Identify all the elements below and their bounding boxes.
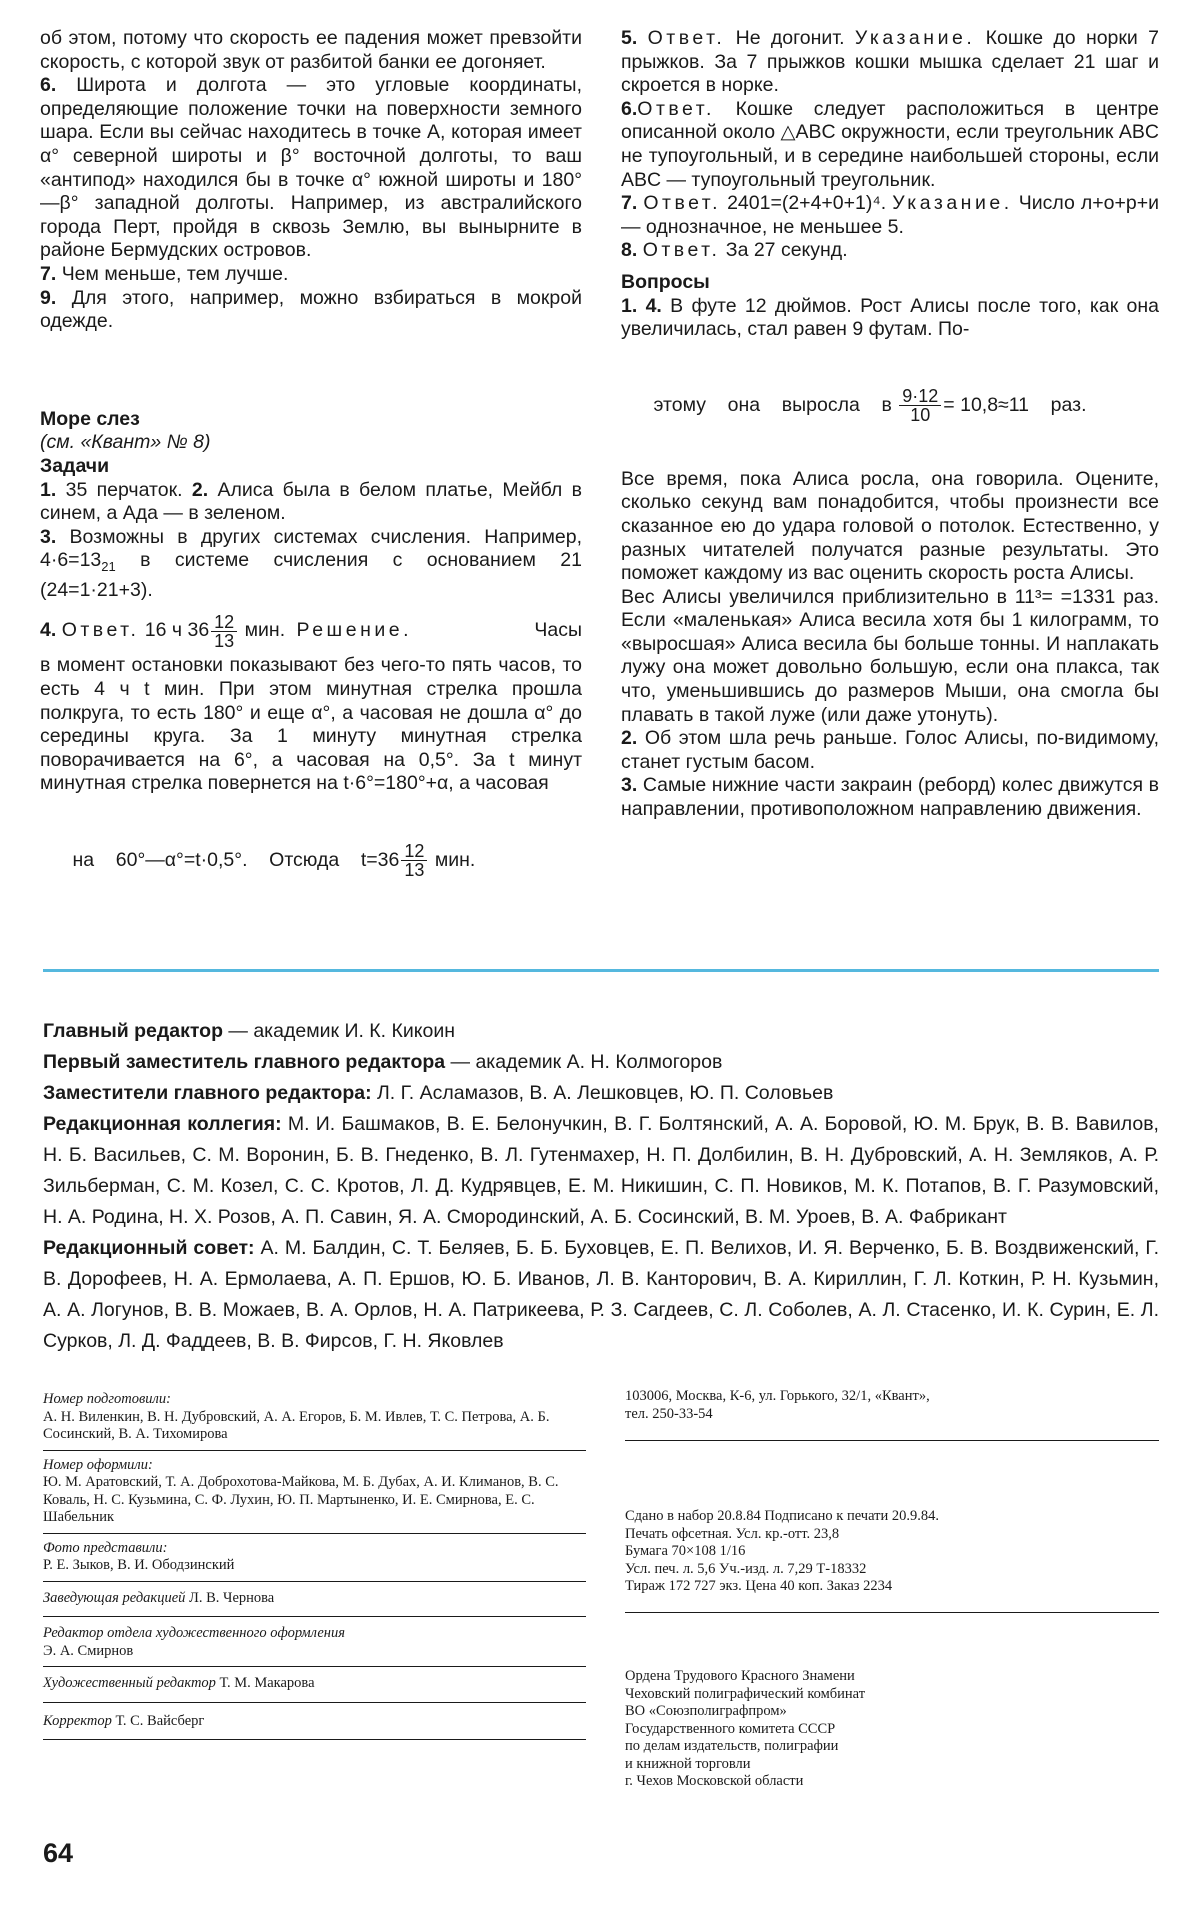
answer-label: Ответ. bbox=[647, 27, 726, 49]
role-names: — академик А. Н. Колмогоров bbox=[450, 1051, 723, 1073]
tasks-heading: Задачи bbox=[40, 454, 110, 477]
section-divider bbox=[43, 969, 1159, 972]
answer-text: За 27 секунд. bbox=[725, 239, 848, 262]
fraction-numerator: 12 bbox=[401, 842, 427, 861]
page-number: 64 bbox=[43, 1838, 74, 1868]
answer-label: Ответ. bbox=[642, 239, 721, 262]
item-number: 3. bbox=[40, 525, 57, 548]
item-number: 1. bbox=[40, 478, 57, 501]
credit-label: Номер оформили: bbox=[43, 1456, 153, 1473]
item-number: 7. bbox=[621, 192, 638, 215]
item-number: 4. bbox=[40, 619, 57, 642]
solution-final-line bbox=[40, 800, 582, 920]
answer-text: Для этого, например, можно взбираться в мокрой одежде. bbox=[40, 286, 582, 333]
task-answer-3 bbox=[40, 526, 582, 603]
phone-line: тел. 250-33-54 bbox=[625, 1405, 713, 1422]
fraction bbox=[899, 387, 941, 424]
plant-line: г. Чехов Московской области bbox=[625, 1773, 804, 1789]
answer-text: Широта и долгота — это угловые координаты, определяющие положение точки на поверхности земного шара. Если вы сейчас находитесь в точке A, которая имеет α° северной широты и β° восточной долготы, то ваш «антипод» находился бы в точке α° южной широты и 180°—β° западной долготы. Например, из австралийского города Перт, пройдя в сквозь Землю, вы вынырните в районе Бермудских островов. bbox=[40, 74, 582, 262]
equation-text: этому она выросла в bbox=[653, 393, 892, 416]
deputies bbox=[43, 1078, 1159, 1109]
question-2 bbox=[621, 727, 1159, 774]
fraction bbox=[401, 842, 427, 879]
answer-text: Об этом шла речь раньше. Голос Алисы, по-видимому, станет густым басом. bbox=[621, 727, 1159, 773]
credit-names: Т. С. Вайсберг bbox=[115, 1712, 205, 1729]
answer-8 bbox=[621, 239, 1159, 263]
answer-text: в системе счисления с основанием 21 (24=1·21+3). bbox=[40, 549, 582, 601]
right-column bbox=[621, 27, 1159, 822]
fraction-denominator: 10 bbox=[910, 405, 931, 426]
credit-label: Номер подготовили: bbox=[43, 1391, 171, 1407]
editorial-council-list bbox=[43, 1233, 1159, 1357]
item-subnumber: 4. bbox=[645, 294, 662, 317]
question-3 bbox=[621, 774, 1159, 821]
solution-body: в момент остановки показывают без чего-то пять часов, то есть 4 ч t мин. При этом минутная стрелка прошла полкруга, то есть 180° и еще α°, а часовая не дошла α° до середины круга. За 1 минуту минутная стрелка поворачивается на 6°, а часовая на 0,5°. За t минут минутная стрелка повернется на t·6°=180°+α, а часовая bbox=[40, 654, 582, 795]
answer-text: 35 перчаток. bbox=[65, 478, 183, 501]
issue-credits bbox=[43, 1388, 586, 1740]
answer-5 bbox=[621, 27, 1159, 98]
print-line: Бумага 70×108 1/16 bbox=[625, 1543, 746, 1559]
address-line: 103006, Москва, К-6, ул. Горького, 32/1, «Квант», bbox=[625, 1388, 930, 1404]
role-label: Редакционный совет: bbox=[43, 1237, 255, 1259]
item-number: 1. bbox=[621, 294, 638, 317]
answer-text: Кошке следует расположиться в центре описанной около △ABC окружности, если треугольник ABC не тупоугольный, и в середине наибольшей стороны, если ABC — тупоугольный треугольник. bbox=[621, 97, 1159, 191]
task-answers-1-2 bbox=[40, 479, 582, 526]
editorial-board bbox=[43, 1016, 1159, 1357]
credit-names: Л. В. Чернова bbox=[189, 1589, 275, 1606]
role-names: — академик И. К. Кикоин bbox=[228, 1020, 456, 1042]
answer-text: Возможны в других системах счисления. Например, 4·6=13 bbox=[40, 525, 582, 572]
answer-7 bbox=[40, 263, 582, 287]
print-line: Тираж 172 727 экз. Цена 40 коп. Заказ 2234 bbox=[625, 1578, 893, 1594]
solution-label: Решение. bbox=[296, 619, 413, 642]
credit-photo bbox=[43, 1534, 586, 1582]
item-number: 6. bbox=[621, 97, 638, 120]
plant-line: Ордена Трудового Красного Знамени bbox=[625, 1668, 855, 1684]
credit-art-dept bbox=[43, 1617, 586, 1667]
plant-line: ВО «Союзполиграфпром» bbox=[625, 1703, 787, 1719]
role-label: Первый заместитель главного редактора bbox=[43, 1051, 446, 1073]
item-number: 5. bbox=[621, 27, 638, 49]
answer-value: 16 ч 36 bbox=[144, 619, 210, 642]
credit-designed bbox=[43, 1451, 586, 1534]
equation-text: = 10,8≈11 раз. bbox=[943, 393, 1087, 416]
role-names: А. М. Балдин, С. Т. Беляев, Б. Б. Буховцев, Е. П. Велихов, И. Я. Верченко, Б. В. Воздвиженский, Г. В. Дорофеев, Н. А. Ермолаева, А. П. Ершов, Ю. Б. Иванов, Л. В. Канторович, В. А. Кириллин, Г. Л. Коткин, Р. Н. Кузьмин, А. А. Логунов, В. В. Можаев, В. А. Орлов, Н. А. Патрикеева, Р. З. Сагдеев, С. Л. Соболев, А. Л. Стасенко, И. К. Сурин, Е. Л. Сурков, Л. Д. Фаддеев, В. В. Фирсов, Г. Н. Яковлев bbox=[43, 1237, 1159, 1352]
solution-text: Часы bbox=[534, 619, 582, 642]
task-answer-4 bbox=[40, 610, 582, 650]
item-number: 2. bbox=[191, 478, 209, 501]
credit-label: Художественный редактор bbox=[43, 1675, 216, 1691]
credit-head bbox=[43, 1582, 586, 1618]
publisher-address bbox=[625, 1388, 1159, 1441]
answer-text: В футе 12 дюймов. Рост Алисы после того, как она увеличилась, стал равен 9 футам. По- bbox=[621, 294, 1160, 341]
printing-plant bbox=[625, 1668, 1159, 1791]
role-label: Главный редактор bbox=[43, 1020, 223, 1042]
fraction-numerator: 12 bbox=[211, 613, 237, 632]
answer-label: Ответ. bbox=[637, 97, 715, 120]
role-names: М. И. Башмаков, В. Е. Белонучкин, В. Г. Болтянский, А. А. Боровой, Ю. М. Брук, В. В. Вавилов, Н. Б. Васильев, С. М. Воронин, Б. В. Гнеденко, В. Л. Гутенмахер, Н. П. Долбилин, В. Н. Дубровский, А. Н. Земляков, А. Р. Зильберман, С. М. Козел, С. С. Кротов, Л. Д. Кудрявцев, Е. М. Никишин, С. П. Новиков, М. К. Потапов, В. Г. Разумовский, Н. А. Родина, Н. Х. Розов, А. П. Савин, Я. А. Смородинский, А. Б. Сосинский, В. М. Уроев, В. А. Фабрикант bbox=[43, 1113, 1159, 1228]
question-1-para-3: Вес Алисы увеличился приблизительно в 11³= =1331 раз. Если «маленькая» Алиса весила хотя бы 1 килограмм, то «выросшая» Алиса весила бы больше тонны. И наплакать лужу она может довольно большую, если она плакса, так что, уменьшившись до размеров Мыши, она смогла бы плавать в такой луже (или даже утонуть). bbox=[621, 585, 1159, 726]
item-number: 9. bbox=[40, 286, 57, 309]
plant-line: и книжной торговли bbox=[625, 1755, 751, 1772]
print-details bbox=[625, 1508, 1159, 1613]
role-label: Редакционная коллегия: bbox=[43, 1113, 282, 1135]
question-1-para-2: Все время, пока Алиса росла, она говорила. Оцените, сколько секунд вам понадобится, чтобы произнести все сказанное ею до удара головой о потолок. Естественно, у разных читателей получатся разные результаты. Это поможет каждому из вас оценить скорость роста Алисы. bbox=[621, 467, 1159, 585]
item-number: 2. bbox=[621, 727, 638, 750]
questions-heading: Вопросы bbox=[621, 270, 710, 293]
credit-art-editor bbox=[43, 1667, 586, 1703]
fraction-denominator: 13 bbox=[404, 860, 425, 881]
credit-names: Э. А. Смирнов bbox=[43, 1642, 134, 1659]
answer-unit: мин. bbox=[244, 619, 286, 642]
chief-editor bbox=[43, 1016, 1159, 1047]
role-label: Заместители главного редактора: bbox=[43, 1082, 372, 1104]
answer-text: Алиса была в белом платье, Мейбл в синем, а Ада — в зеленом. bbox=[40, 478, 582, 525]
print-line: Усл. печ. л. 5,6 Уч.-изд. л. 7,29 Т-18332 bbox=[625, 1560, 867, 1577]
answer-paragraph: об этом, потому что скорость ее падения может превзойти скорость, с которой звук от разбитой банки ее догоняет. bbox=[40, 27, 582, 73]
answer-text: Не догонит. bbox=[735, 27, 845, 49]
answer-text: Чем меньше, тем лучше. bbox=[61, 262, 289, 285]
left-column bbox=[40, 27, 582, 920]
credit-names: Ю. М. Аратовский, Т. А. Доброхотова-Майкова, М. Б. Дубах, А. И. Климанов, В. С. Коваль, Н. С. Кузьмина, С. Ф. Лухин, Ю. П. Мартыненко, И. Е. Смирнова, Е. С. Шабельник bbox=[43, 1474, 559, 1525]
print-line: Сдано в набор 20.8.84 Подписано к печати 20.9.84. bbox=[625, 1508, 940, 1524]
answer-7 bbox=[621, 192, 1159, 239]
plant-line: Чеховский полиграфический комбинат bbox=[625, 1685, 866, 1702]
credit-label: Редактор отдела художественного оформления bbox=[43, 1625, 345, 1641]
plant-line: Государственного комитета СССР bbox=[625, 1720, 836, 1737]
plant-line: по делам издательств, полиграфии bbox=[625, 1738, 839, 1754]
answer-9 bbox=[40, 287, 582, 334]
credit-label: Фото представили: bbox=[43, 1539, 168, 1556]
credit-prepared bbox=[43, 1388, 586, 1451]
fraction bbox=[211, 613, 237, 650]
answer-text: 2401=(2+4+0+1)⁴. bbox=[727, 192, 887, 215]
credit-names: Т. М. Макарова bbox=[219, 1675, 315, 1691]
answer-label: Ответ. bbox=[643, 192, 722, 215]
answer-text: Самые нижние части закраин (реборд) колес движутся в направлении, противоположном направлению движения. bbox=[621, 774, 1159, 821]
credit-proof bbox=[43, 1703, 586, 1741]
section-reference: (см. «Квант» № 8) bbox=[40, 431, 211, 454]
credit-label: Корректор bbox=[43, 1712, 112, 1729]
answer-unit: мин. bbox=[434, 848, 476, 871]
fraction-denominator: 13 bbox=[214, 630, 235, 651]
role-names: Л. Г. Асламазов, В. А. Лешковцев, Ю. П. Соловьев bbox=[377, 1082, 834, 1104]
hint-label: Указание. bbox=[892, 192, 1013, 215]
item-number: 7. bbox=[40, 262, 57, 285]
credit-names: А. Н. Виленкин, В. Н. Дубровский, А. А. Егоров, Б. М. Ивлев, Т. С. Петрова, А. Б. Сосинский, В. А. Тихомирова bbox=[43, 1408, 550, 1442]
question-1 bbox=[621, 295, 1159, 342]
print-line: Печать офсетная. Усл. кр.-отт. 23,8 bbox=[625, 1525, 840, 1542]
first-deputy bbox=[43, 1047, 1159, 1078]
item-number: 3. bbox=[621, 774, 638, 797]
subscript: 21 bbox=[101, 559, 116, 575]
equation-text: на 60°—α°=t·0,5°. Отсюда t=36 bbox=[72, 848, 400, 871]
answer-6 bbox=[621, 98, 1159, 192]
question-1-equation bbox=[621, 342, 1159, 468]
hint-text: Число л+о+р+и — однозначное, не меньшее 5. bbox=[621, 192, 1159, 238]
answer-label: Ответ. bbox=[61, 619, 140, 642]
hint-text: Кошке до норки 7 прыжков. За 7 прыжков кошки мышка сделает 21 шаг и скроется в норке. bbox=[621, 27, 1160, 97]
fraction-numerator: 9·12 bbox=[899, 387, 941, 406]
section-title: Море слез bbox=[40, 407, 140, 430]
answer-6 bbox=[40, 74, 582, 263]
item-number: 6. bbox=[40, 74, 57, 97]
hint-label: Указание. bbox=[854, 27, 976, 49]
item-number: 8. bbox=[621, 239, 638, 262]
credit-names: Р. Е. Зыков, В. И. Ободзинский bbox=[43, 1557, 235, 1573]
editorial-board-list bbox=[43, 1109, 1159, 1233]
credit-label: Заведующая редакцией bbox=[43, 1589, 186, 1606]
